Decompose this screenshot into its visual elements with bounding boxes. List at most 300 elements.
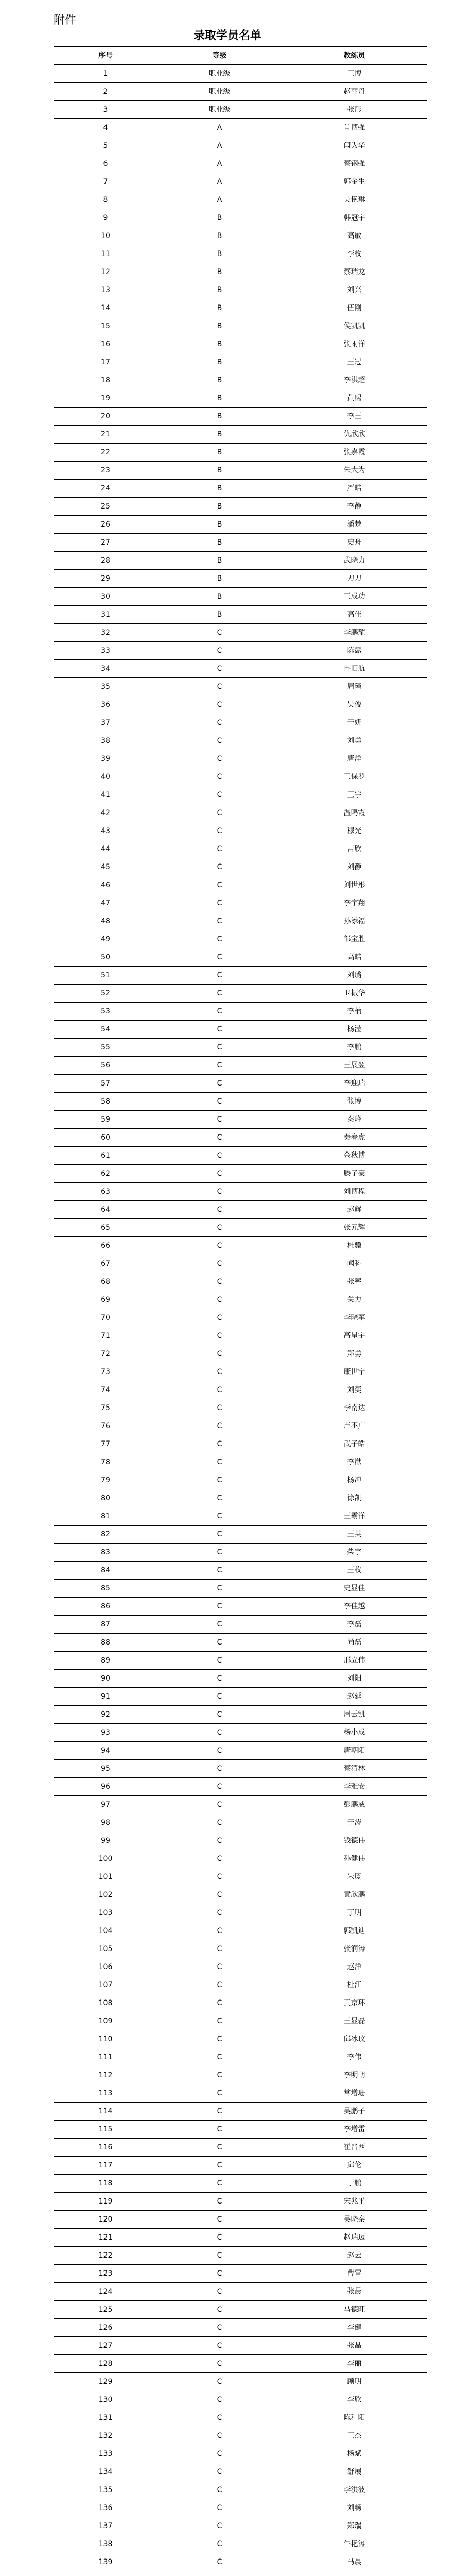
- cell-index: 128: [54, 2355, 157, 2373]
- cell-index: 76: [54, 1417, 157, 1435]
- cell-level: C: [157, 1940, 282, 1958]
- cell-coach: 王保罗: [282, 768, 427, 786]
- cell-coach: 蔡清林: [282, 1760, 427, 1778]
- cell-coach: 钱德伟: [282, 1832, 427, 1850]
- cell-level: C: [157, 1129, 282, 1147]
- cell-index: 12: [54, 263, 157, 281]
- cell-index: 110: [54, 2030, 157, 2048]
- cell-coach: 常增珊: [282, 2084, 427, 2103]
- cell-index: 51: [54, 967, 157, 985]
- cell-coach: 蔡瑞龙: [282, 263, 427, 281]
- table-row: [54, 552, 427, 570]
- cell-coach: 郭金生: [282, 173, 427, 191]
- attachment-label: 附件: [54, 14, 77, 27]
- cell-level: C: [157, 1363, 282, 1381]
- cell-index: 137: [54, 2517, 157, 2535]
- cell-coach: 李洪波: [282, 2481, 427, 2499]
- table-row: [54, 2084, 427, 2103]
- cell-index: 129: [54, 2373, 157, 2391]
- cell-index: 123: [54, 2265, 157, 2283]
- cell-coach: 张晶: [282, 2337, 427, 2355]
- table-row: [54, 1706, 427, 1724]
- cell-coach: 赵洋: [282, 1958, 427, 1976]
- cell-index: 119: [54, 2193, 157, 2211]
- cell-coach: 尚磊: [282, 1634, 427, 1652]
- table-row: [54, 642, 427, 660]
- cell-index: 33: [54, 642, 157, 660]
- cell-index: 117: [54, 2157, 157, 2175]
- table-row: [54, 1616, 427, 1634]
- cell-coach: 郑勇: [282, 1345, 427, 1363]
- table-row: [54, 1363, 427, 1381]
- cell-coach: 王英: [282, 1526, 427, 1544]
- cell-coach: 李静: [282, 498, 427, 516]
- cell-index: 83: [54, 1544, 157, 1562]
- cell-coach: 邱伦: [282, 2157, 427, 2175]
- cell-index: 96: [54, 1778, 157, 1796]
- table-row: [54, 1634, 427, 1652]
- table-row: [54, 1688, 427, 1706]
- table-row: [54, 263, 427, 281]
- cell-coach: 柴宇: [282, 1544, 427, 1562]
- cell-coach: 孙健伟: [282, 1850, 427, 1868]
- cell-coach: 张蓄: [282, 1273, 427, 1291]
- cell-coach: 李欣: [282, 2391, 427, 2409]
- cell-coach: 朱厦: [282, 1868, 427, 1886]
- cell-index: 111: [54, 2048, 157, 2066]
- cell-coach: 刘勇: [282, 732, 427, 750]
- cell-coach: 于妍: [282, 714, 427, 732]
- cell-coach: 冉旧航: [282, 660, 427, 678]
- cell-coach: 李佳越: [282, 1598, 427, 1616]
- cell-level: C: [157, 1399, 282, 1417]
- cell-coach: 曹雷: [282, 2265, 427, 2283]
- cell-level: C: [157, 1327, 282, 1345]
- cell-level: C: [157, 2048, 282, 2066]
- cell-index: 97: [54, 1796, 157, 1814]
- table-row: [54, 967, 427, 985]
- cell-level: C: [157, 1976, 282, 1994]
- table-row: [54, 1093, 427, 1111]
- table-row: [54, 2012, 427, 2030]
- table-row: [54, 732, 427, 750]
- cell-coach: 赵瑞迈: [282, 2229, 427, 2247]
- cell-index: 45: [54, 858, 157, 876]
- cell-level: B: [157, 516, 282, 534]
- cell-index: 37: [54, 714, 157, 732]
- cell-level: C: [157, 1814, 282, 1832]
- cell-index: 17: [54, 353, 157, 371]
- cell-level: C: [157, 1526, 282, 1544]
- cell-index: 29: [54, 570, 157, 588]
- cell-coach: 吴艳琳: [282, 191, 427, 209]
- table-row: [54, 1273, 427, 1291]
- cell-index: 49: [54, 930, 157, 948]
- cell-level: C: [157, 2139, 282, 2157]
- cell-level: B: [157, 480, 282, 498]
- cell-coach: 李迎瑞: [282, 1075, 427, 1093]
- cell-level: C: [157, 2427, 282, 2445]
- cell-index: 50: [54, 948, 157, 967]
- table-row: [54, 209, 427, 227]
- cell-level: C: [157, 660, 282, 678]
- cell-level: B: [157, 209, 282, 227]
- cell-level: C: [157, 2193, 282, 2211]
- cell-coach: 王霸洋: [282, 1507, 427, 1526]
- cell-index: 113: [54, 2084, 157, 2103]
- table-row: [54, 191, 427, 209]
- table-row: [54, 1742, 427, 1760]
- cell-index: 86: [54, 1598, 157, 1616]
- cell-coach: 武晓力: [282, 552, 427, 570]
- cell-index: 92: [54, 1706, 157, 1724]
- cell-level: C: [157, 1183, 282, 1201]
- document-title: 录取学员名单: [193, 29, 261, 42]
- cell-level: C: [157, 1489, 282, 1507]
- table-row: [54, 101, 427, 119]
- cell-level: C: [157, 840, 282, 858]
- cell-index: 138: [54, 2535, 157, 2553]
- cell-index: 36: [54, 696, 157, 714]
- cell-coach: 吉欣: [282, 840, 427, 858]
- table-row: [54, 1832, 427, 1850]
- cell-level: C: [157, 1075, 282, 1093]
- cell-level: C: [157, 858, 282, 876]
- cell-index: 95: [54, 1760, 157, 1778]
- cell-level: C: [157, 1111, 282, 1129]
- cell-level: C: [157, 2535, 282, 2553]
- table-row: [54, 1760, 427, 1778]
- cell-coach: 周瑾: [282, 678, 427, 696]
- table-row: [54, 588, 427, 606]
- table-row: [54, 1021, 427, 1039]
- cell-coach: 顾明: [282, 2373, 427, 2391]
- table-row: [54, 2427, 427, 2445]
- cell-level: C: [157, 1562, 282, 1580]
- cell-level: 职业级: [157, 101, 282, 119]
- table-row: [54, 804, 427, 822]
- cell-index: 125: [54, 2301, 157, 2319]
- cell-level: C: [157, 1345, 282, 1363]
- cell-coach: 张雨洋: [282, 335, 427, 353]
- cell-level: C: [157, 967, 282, 985]
- cell-level: C: [157, 1760, 282, 1778]
- cell-level: C: [157, 1093, 282, 1111]
- cell-coach: 伍刚: [282, 299, 427, 317]
- cell-coach: 陈和阳: [282, 2409, 427, 2427]
- cell-coach: 周云凯: [282, 1706, 427, 1724]
- cell-level: C: [157, 894, 282, 912]
- cell-index: 90: [54, 1670, 157, 1688]
- cell-index: 122: [54, 2247, 157, 2265]
- table-row: [54, 1526, 427, 1544]
- table-row: [54, 335, 427, 353]
- cell-index: 89: [54, 1652, 157, 1670]
- table-row: [54, 389, 427, 408]
- cell-coach: 徐凯: [282, 1489, 427, 1507]
- cell-coach: 秦峰: [282, 1111, 427, 1129]
- cell-index: 35: [54, 678, 157, 696]
- cell-level: B: [157, 317, 282, 335]
- table-row: [54, 1345, 427, 1363]
- table-row: [54, 1201, 427, 1219]
- table-row: [54, 912, 427, 930]
- cell-level: C: [157, 2373, 282, 2391]
- cell-coach: 潘楚: [282, 516, 427, 534]
- table-row: [54, 1309, 427, 1327]
- cell-index: 32: [54, 624, 157, 642]
- cell-level: C: [157, 1544, 282, 1562]
- table-row: [54, 1075, 427, 1093]
- cell-coach: 刘阳: [282, 1670, 427, 1688]
- table-row: [54, 696, 427, 714]
- cell-index: 46: [54, 876, 157, 894]
- cell-coach: 张晨: [282, 2283, 427, 2301]
- cell-coach: 李楠: [282, 1003, 427, 1021]
- cell-index: 27: [54, 534, 157, 552]
- cell-level: C: [157, 1147, 282, 1165]
- cell-coach: 吴鹏子: [282, 2103, 427, 2121]
- cell-index: 114: [54, 2103, 157, 2121]
- cell-coach: 刘静: [282, 858, 427, 876]
- cell-level: C: [157, 1003, 282, 1021]
- table-row: [54, 2066, 427, 2084]
- table-row: [54, 985, 427, 1003]
- table-row: [54, 1147, 427, 1165]
- cell-level: C: [157, 2553, 282, 2571]
- table-row: [54, 1471, 427, 1489]
- table-row: [54, 1994, 427, 2012]
- cell-level: C: [157, 1724, 282, 1742]
- roster-rows: [54, 65, 427, 2576]
- header-level: 等级: [157, 47, 282, 65]
- table-row: [54, 353, 427, 371]
- cell-index: 44: [54, 840, 157, 858]
- cell-level: C: [157, 1309, 282, 1327]
- cell-level: C: [157, 1652, 282, 1670]
- cell-level: C: [157, 1904, 282, 1922]
- cell-level: C: [157, 1796, 282, 1814]
- cell-index: 9: [54, 209, 157, 227]
- cell-index: 105: [54, 1940, 157, 1958]
- cell-index: 24: [54, 480, 157, 498]
- cell-index: 25: [54, 498, 157, 516]
- cell-index: 53: [54, 1003, 157, 1021]
- cell-coach: 马德旺: [282, 2301, 427, 2319]
- cell-index: 120: [54, 2211, 157, 2229]
- cell-coach: 牛艳涛: [282, 2535, 427, 2553]
- cell-level: C: [157, 1832, 282, 1850]
- cell-coach: 赵丽丹: [282, 83, 427, 101]
- table-row: [54, 2048, 427, 2066]
- table-row: [54, 1237, 427, 1255]
- cell-level: C: [157, 786, 282, 804]
- cell-coach: 李南达: [282, 1399, 427, 1417]
- table-row: [54, 408, 427, 426]
- cell-level: B: [157, 570, 282, 588]
- cell-level: C: [157, 1435, 282, 1453]
- table-row: [54, 2301, 427, 2319]
- cell-level: C: [157, 1165, 282, 1183]
- cell-index: 121: [54, 2229, 157, 2247]
- table-row: [54, 768, 427, 786]
- table-row: [54, 480, 427, 498]
- cell-level: C: [157, 2084, 282, 2103]
- cell-coach: 高星宇: [282, 1327, 427, 1345]
- cell-coach: 于涛: [282, 1814, 427, 1832]
- table-row: [54, 2193, 427, 2211]
- cell-index: 38: [54, 732, 157, 750]
- cell-level: C: [157, 1958, 282, 1976]
- cell-level: C: [157, 948, 282, 967]
- table-row: [54, 245, 427, 263]
- cell-coach: 刘畅: [282, 2499, 427, 2517]
- table-row: [54, 1255, 427, 1273]
- cell-level: C: [157, 2463, 282, 2481]
- cell-coach: 杨滢: [282, 1021, 427, 1039]
- cell-coach: 杜骥: [282, 1237, 427, 1255]
- cell-level: C: [157, 912, 282, 930]
- cell-index: 57: [54, 1075, 157, 1093]
- cell-coach: 邱冰玟: [282, 2030, 427, 2048]
- table-row: [54, 534, 427, 552]
- cell-index: 40: [54, 768, 157, 786]
- cell-coach: 赵辉: [282, 1201, 427, 1219]
- cell-level: 职业级: [157, 83, 282, 101]
- cell-index: 133: [54, 2445, 157, 2463]
- cell-coach: 王成功: [282, 588, 427, 606]
- cell-level: C: [157, 2175, 282, 2193]
- cell-index: 99: [54, 1832, 157, 1850]
- cell-level: C: [157, 1868, 282, 1886]
- cell-index: 73: [54, 1363, 157, 1381]
- cell-level: C: [157, 2337, 282, 2355]
- cell-coach: 李王: [282, 408, 427, 426]
- cell-coach: 高皓: [282, 948, 427, 967]
- cell-level: C: [157, 624, 282, 642]
- cell-index: 6: [54, 155, 157, 173]
- cell-index: 72: [54, 1345, 157, 1363]
- table-row: [54, 2517, 427, 2535]
- cell-level: C: [157, 985, 282, 1003]
- cell-index: 65: [54, 1219, 157, 1237]
- cell-index: 84: [54, 1562, 157, 1580]
- table-row: [54, 2283, 427, 2301]
- cell-level: C: [157, 2391, 282, 2409]
- cell-index: [54, 2571, 157, 2576]
- table-header-row: [54, 47, 427, 65]
- table-row: [54, 624, 427, 642]
- cell-level: C: [157, 2481, 282, 2499]
- table-row: [54, 1886, 427, 1904]
- cell-coach: 陈露: [282, 642, 427, 660]
- table-row: [54, 1219, 427, 1237]
- cell-coach: 李健: [282, 2319, 427, 2337]
- cell-coach: 秦春虎: [282, 1129, 427, 1147]
- cell-level: C: [157, 1471, 282, 1489]
- cell-index: 101: [54, 1868, 157, 1886]
- cell-coach: 侯凯凯: [282, 317, 427, 335]
- table-row: [54, 227, 427, 245]
- cell-coach: 李枚: [282, 245, 427, 263]
- cell-level: C: [157, 1453, 282, 1471]
- cell-coach: 李丽: [282, 2355, 427, 2373]
- cell-coach: 武子皓: [282, 1435, 427, 1453]
- cell-level: C: [157, 2355, 282, 2373]
- cell-index: 103: [54, 1904, 157, 1922]
- cell-level: C: [157, 1634, 282, 1652]
- cell-level: B: [157, 245, 282, 263]
- table-row: [54, 1489, 427, 1507]
- cell-index: 30: [54, 588, 157, 606]
- cell-level: C: [157, 1598, 282, 1616]
- table-row: [54, 1922, 427, 1940]
- cell-coach: 刘奕: [282, 1381, 427, 1399]
- cell-level: C: [157, 1057, 282, 1075]
- cell-level: C: [157, 1417, 282, 1435]
- cell-index: 118: [54, 2175, 157, 2193]
- cell-index: 52: [54, 985, 157, 1003]
- cell-level: C: [157, 1994, 282, 2012]
- cell-level: C: [157, 1778, 282, 1796]
- cell-level: B: [157, 534, 282, 552]
- cell-level: B: [157, 606, 282, 624]
- cell-coach: 史显佳: [282, 1580, 427, 1598]
- cell-index: 126: [54, 2319, 157, 2337]
- cell-index: 47: [54, 894, 157, 912]
- table-row: [54, 2499, 427, 2517]
- cell-level: B: [157, 281, 282, 299]
- cell-coach: 李鹏耀: [282, 624, 427, 642]
- cell-index: 134: [54, 2463, 157, 2481]
- cell-coach: 赵延: [282, 1688, 427, 1706]
- cell-level: C: [157, 1688, 282, 1706]
- cell-level: C: [157, 2445, 282, 2463]
- cell-index: 28: [54, 552, 157, 570]
- cell-level: C: [157, 2409, 282, 2427]
- cell-coach: 李宇翔: [282, 894, 427, 912]
- cell-index: 77: [54, 1435, 157, 1453]
- cell-coach: 闫为华: [282, 137, 427, 155]
- cell-level: C: [157, 1706, 282, 1724]
- table-row: [54, 1399, 427, 1417]
- cell-level: B: [157, 552, 282, 570]
- cell-level: C: [157, 714, 282, 732]
- cell-index: 68: [54, 1273, 157, 1291]
- cell-level: B: [157, 498, 282, 516]
- cell-level: C: [157, 1237, 282, 1255]
- cell-coach: 高佳: [282, 606, 427, 624]
- table-row: [54, 155, 427, 173]
- table-row: [54, 876, 427, 894]
- cell-coach: 滕子豪: [282, 1165, 427, 1183]
- table-row: [54, 894, 427, 912]
- cell-coach: 王枚: [282, 1562, 427, 1580]
- cell-index: 14: [54, 299, 157, 317]
- table-row: [54, 1940, 427, 1958]
- table-row: [54, 1417, 427, 1435]
- cell-coach: 唐洋: [282, 750, 427, 768]
- cell-level: B: [157, 371, 282, 389]
- table-row: [54, 1778, 427, 1796]
- cell-coach: 卢丕广: [282, 1417, 427, 1435]
- cell-coach: 高敏: [282, 227, 427, 245]
- cell-coach: 黄欣鹏: [282, 1886, 427, 1904]
- table-row: [54, 498, 427, 516]
- table-row: [54, 426, 427, 444]
- cell-index: 56: [54, 1057, 157, 1075]
- table-row: [54, 2337, 427, 2355]
